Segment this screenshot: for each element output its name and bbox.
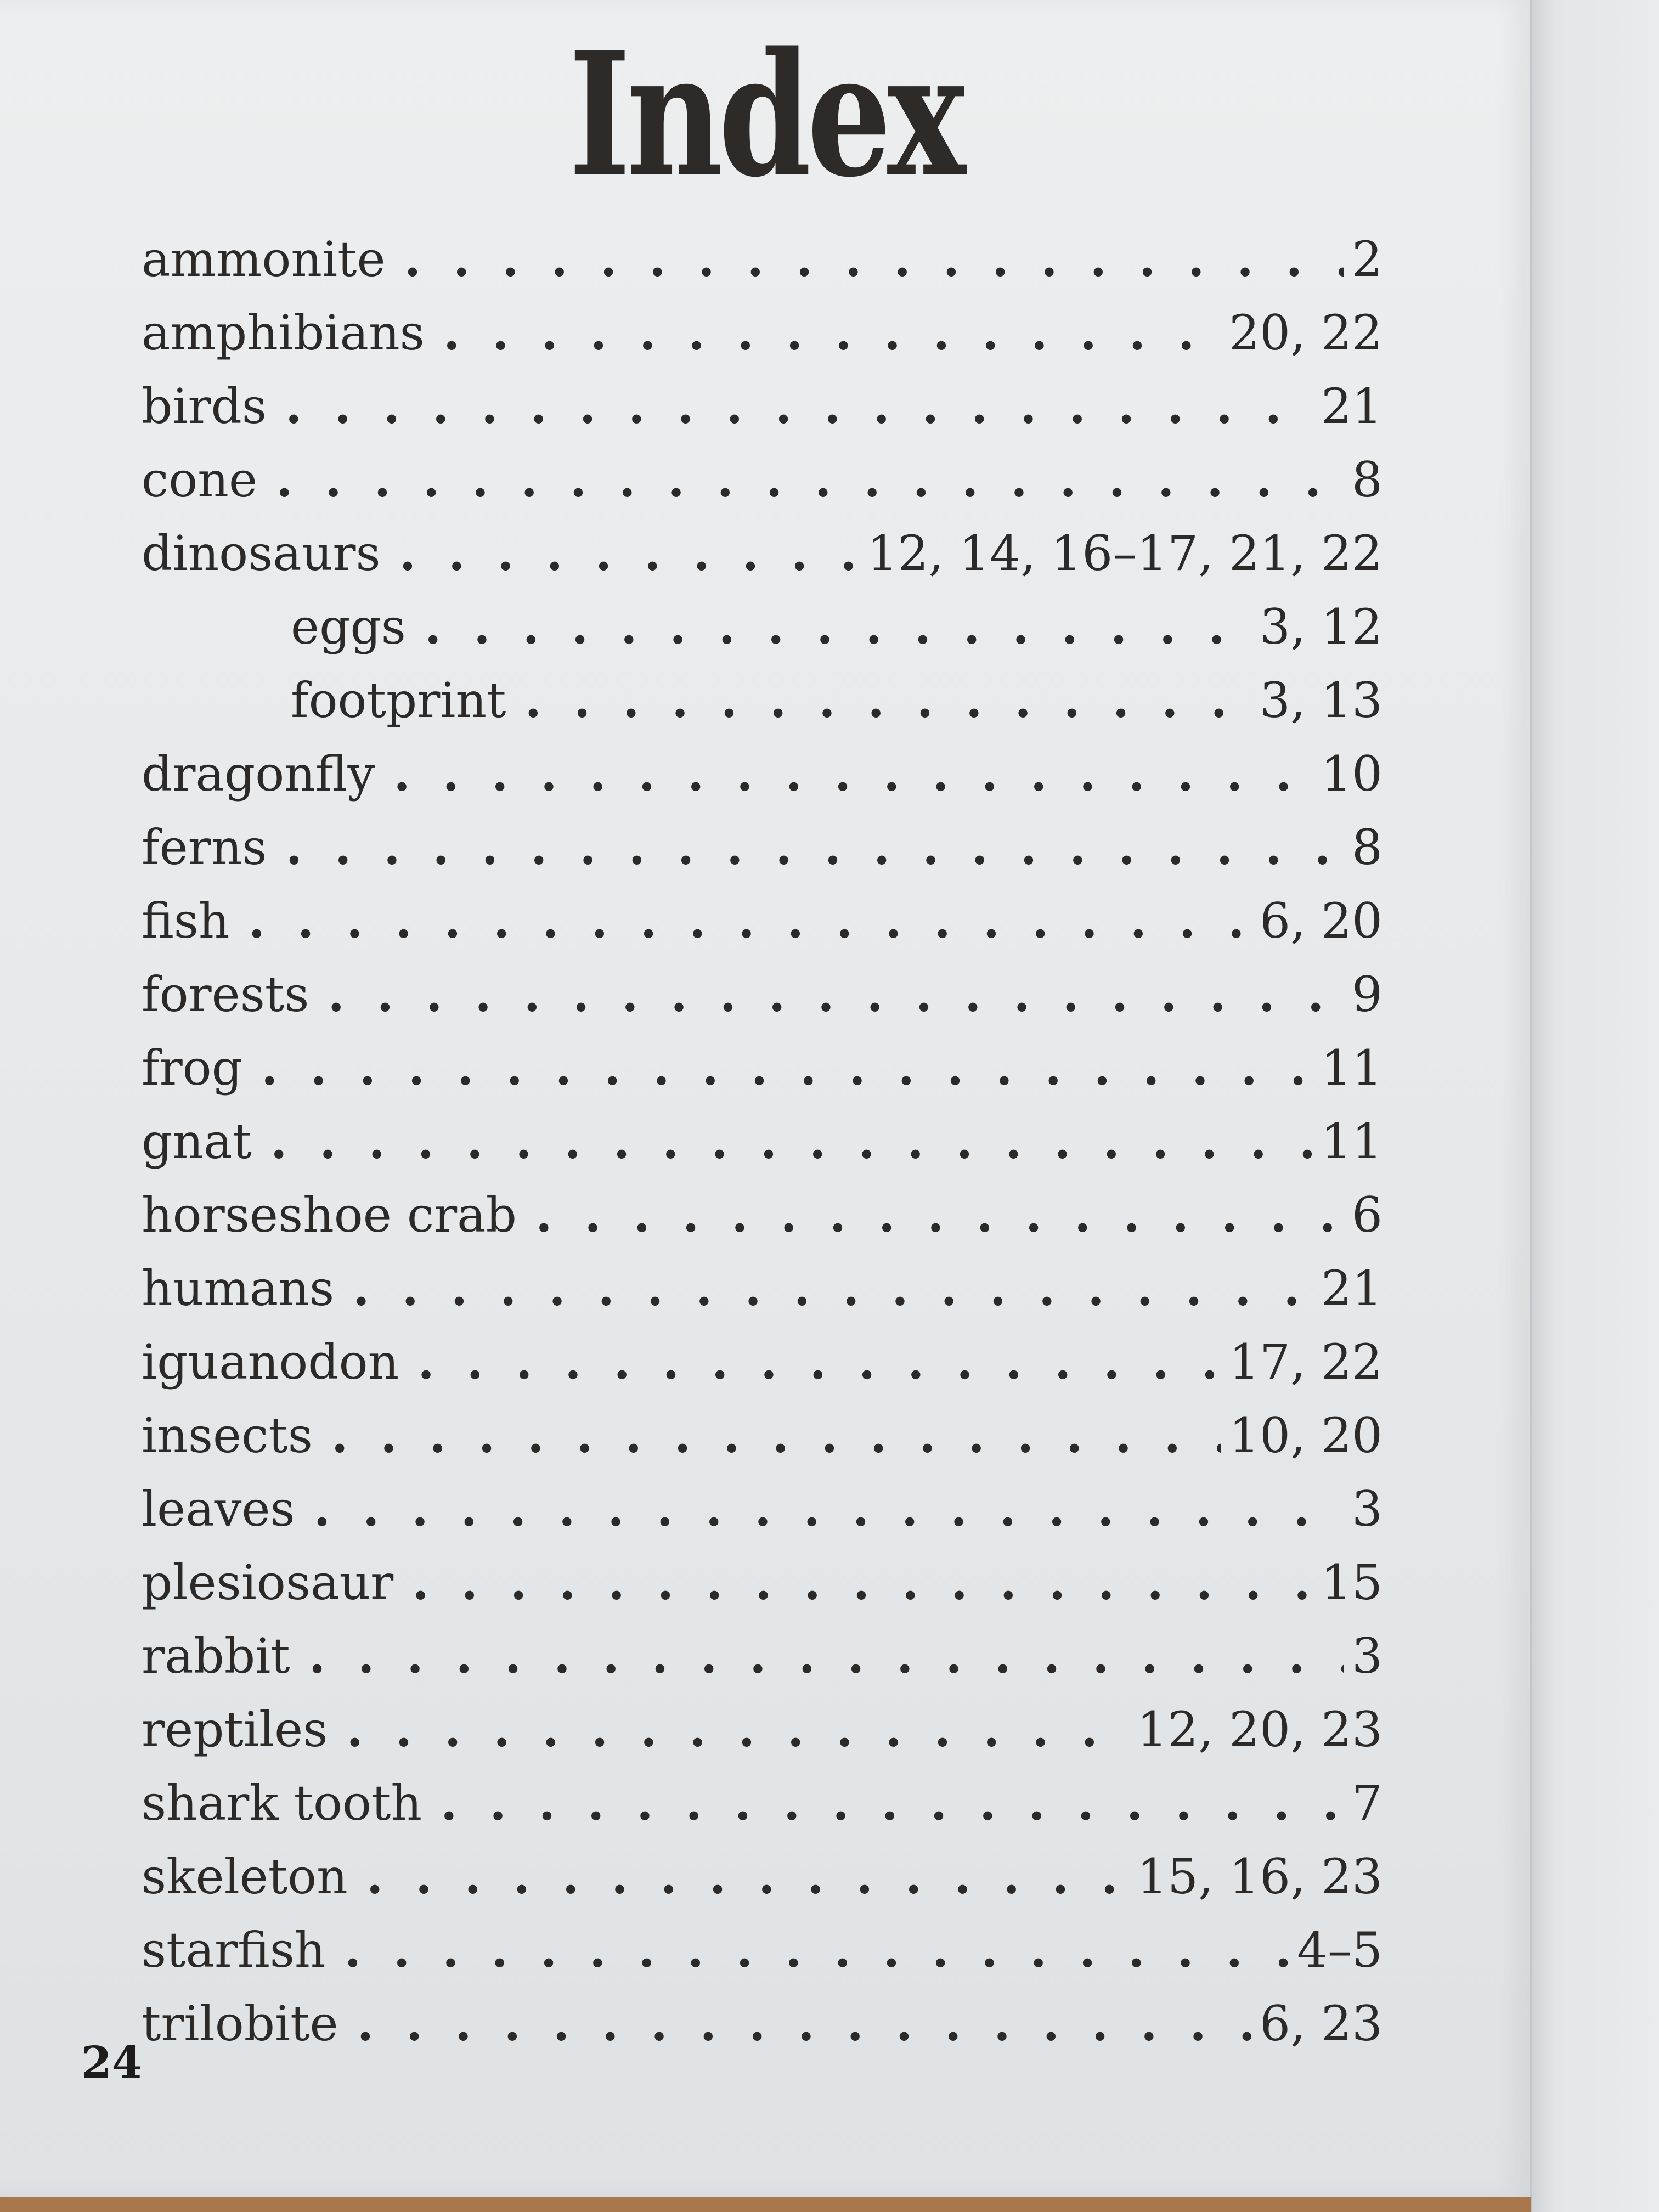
index-entry: [142, 1701, 1383, 1774]
entry-pages: 9: [1352, 966, 1383, 1023]
index-entry: [142, 1186, 1383, 1260]
entry-pages: 6, 23: [1260, 1995, 1383, 2052]
dot-leader: [270, 1113, 1313, 1170]
entry-pages: 3: [1352, 1481, 1383, 1537]
index-entry: [142, 966, 1383, 1039]
entry-pages: 15, 16, 23: [1137, 1848, 1383, 1905]
entry-term: ammonite: [142, 231, 386, 287]
entry-pages: 21: [1321, 378, 1383, 435]
dot-leader: [286, 819, 1344, 876]
index-entry: [142, 1407, 1383, 1480]
entry-pages: 6, 20: [1260, 893, 1383, 949]
entry-term: gnat: [142, 1113, 252, 1170]
dot-leader: [249, 892, 1252, 949]
index-entry: [142, 745, 1383, 819]
index-entry: [142, 1554, 1383, 1627]
index-entry: [142, 1921, 1383, 1995]
entry-pages: 3, 12: [1260, 599, 1383, 655]
index-entry: [142, 1848, 1383, 1921]
dot-leader: [425, 598, 1252, 655]
entry-term: eggs: [291, 599, 406, 655]
index-entry: [142, 524, 1383, 598]
entry-pages: 8: [1352, 452, 1383, 508]
index-entry: [142, 1627, 1383, 1701]
index-subentry: [142, 598, 1383, 672]
index-entries: [142, 230, 1383, 2068]
dot-leader: [309, 1627, 1344, 1684]
entry-term: birds: [142, 378, 267, 435]
entry-term: leaves: [142, 1481, 295, 1537]
index-entry: [142, 819, 1383, 892]
entry-pages: 7: [1352, 1775, 1383, 1831]
dot-leader: [276, 451, 1344, 508]
index-entry: [142, 1260, 1383, 1333]
entry-term: starfish: [142, 1922, 326, 1978]
entry-term: plesiosaur: [142, 1554, 394, 1611]
entry-pages: 10: [1321, 746, 1383, 802]
index-entry: [142, 892, 1383, 966]
index-entry: [142, 451, 1383, 524]
entry-pages: 20, 22: [1229, 304, 1383, 361]
entry-term: trilobite: [142, 1995, 338, 2052]
entry-term: dragonfly: [142, 746, 375, 802]
facing-page-edge: [1531, 0, 1659, 2212]
gutter-line: [1530, 0, 1532, 2197]
entry-pages: 2: [1352, 231, 1383, 287]
entry-term: footprint: [291, 672, 506, 729]
page-number: 24: [81, 2036, 143, 2088]
entry-pages: 4–5: [1297, 1922, 1383, 1978]
entry-pages: 11: [1321, 1040, 1383, 1096]
index-entry: [142, 1039, 1383, 1113]
dot-leader: [331, 1407, 1221, 1464]
index-entry: [142, 304, 1383, 377]
dot-leader: [328, 966, 1344, 1023]
dot-leader: [441, 1774, 1344, 1831]
entry-pages: 17, 22: [1229, 1334, 1383, 1390]
dot-leader: [524, 672, 1252, 729]
dot-leader: [366, 1848, 1129, 1905]
index-entry: [142, 1480, 1383, 1554]
dot-leader: [412, 1554, 1313, 1611]
entry-pages: 21: [1321, 1260, 1383, 1317]
entry-term: horseshoe crab: [142, 1187, 517, 1243]
dot-leader: [417, 1333, 1221, 1390]
entry-term: skeleton: [142, 1848, 348, 1905]
dot-leader: [357, 1995, 1252, 2052]
entry-pages: 15: [1321, 1554, 1383, 1611]
index-entry: [142, 1113, 1383, 1186]
entry-term: rabbit: [142, 1628, 290, 1684]
index-entry: [142, 1995, 1383, 2068]
index-entry: [142, 1333, 1383, 1407]
dot-leader: [353, 1260, 1313, 1317]
dot-leader: [285, 377, 1313, 435]
index-title: Index: [568, 15, 962, 215]
entry-pages: 10, 20: [1229, 1407, 1383, 1464]
dot-leader: [345, 1921, 1289, 1978]
entry-pages: 3, 13: [1260, 672, 1383, 729]
entry-pages: 8: [1352, 819, 1383, 876]
entry-term: fish: [142, 893, 230, 949]
entry-term: insects: [142, 1407, 313, 1464]
entry-pages: 6: [1352, 1187, 1383, 1243]
entry-term: iguanodon: [142, 1334, 399, 1390]
index-subentry: [142, 672, 1383, 745]
dot-leader: [404, 230, 1344, 287]
index-entry: [142, 230, 1383, 304]
dot-leader: [535, 1186, 1344, 1243]
entry-term: humans: [142, 1260, 335, 1317]
dot-leader: [399, 524, 860, 582]
entry-term: shark tooth: [142, 1775, 422, 1831]
entry-pages: 12, 14, 16–17, 21, 22: [867, 525, 1383, 582]
dot-leader: [346, 1701, 1129, 1758]
entry-term: forests: [142, 966, 309, 1023]
entry-term: frog: [142, 1040, 242, 1096]
entry-term: reptiles: [142, 1701, 328, 1758]
index-entry: [142, 1774, 1383, 1848]
entry-term: amphibians: [142, 304, 425, 361]
entry-term: dinosaurs: [142, 525, 381, 582]
index-entry: [142, 377, 1383, 451]
entry-term: ferns: [142, 819, 267, 876]
entry-pages: 11: [1321, 1113, 1383, 1170]
entry-pages: 3: [1352, 1628, 1383, 1684]
entry-pages: 12, 20, 23: [1137, 1701, 1383, 1758]
dot-leader: [314, 1480, 1344, 1537]
dot-leader: [261, 1039, 1313, 1096]
entry-term: cone: [142, 452, 258, 508]
dot-leader: [443, 304, 1221, 361]
dot-leader: [393, 745, 1313, 802]
